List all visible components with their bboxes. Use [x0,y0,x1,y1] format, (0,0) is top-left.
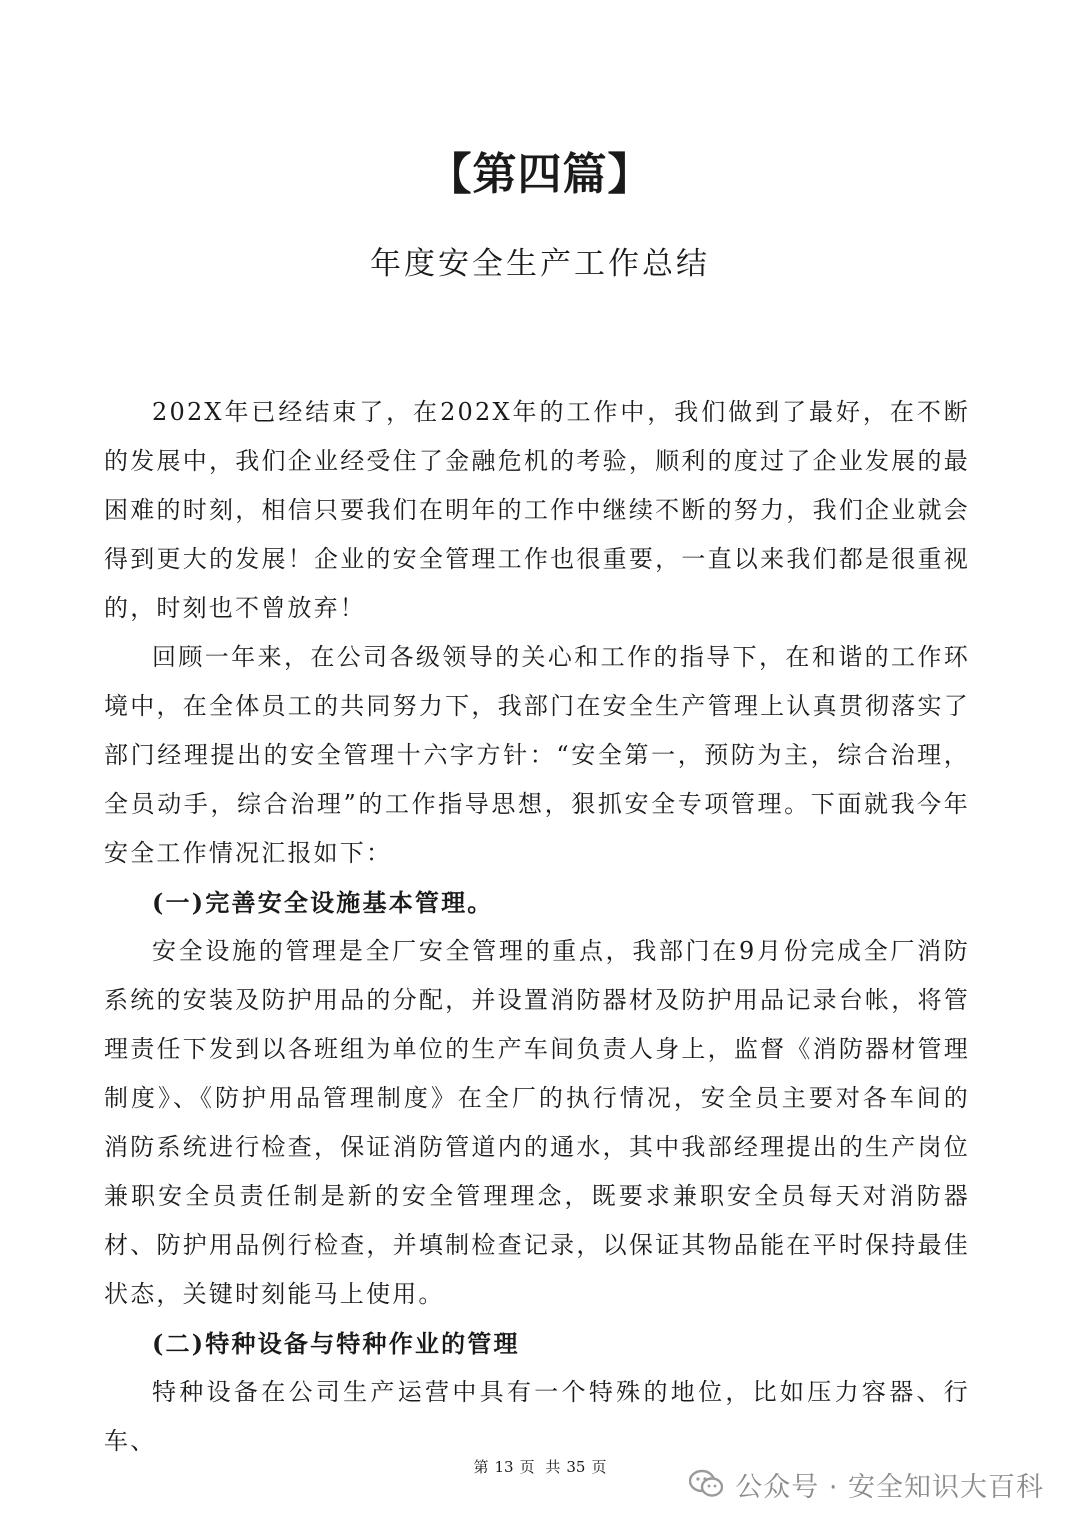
document-title: 年度安全生产工作总结 [370,246,710,282]
wechat-icon [689,1469,723,1499]
paragraph-review: 回顾一年来，在公司各级领导的关心和工作的指导下，在和谐的工作环境中，在全体员工的共同努力下，我部门在安全生产管理上认真贯彻落实了部门经理提出的安全管理十六字方针：“安全第一，预防为主，综合治理，全员动手，综合治理”的工作指导思想，狠抓安全专项管理。下面就我今年安全工作情况汇报如下： [104,643,970,867]
page-prefix: 第 [473,1458,489,1476]
section-1-paragraph: 安全设施的管理是全厂安全管理的重点，我部门在9月份完成全厂消防系统的安装及防护用品的分配，并设置消防器材及防护用品记录台帐，将管理责任下发到以各班组为单位的生产车间负责人身上，监督《消防器材管理制度》、《防护用品管理制度》在全厂的执行情况，安全员主要对各车间的消防系统进行检查，保证消防管道内的通水，其中我部经理提出的生产岗位兼职安全员责任制是新的安全管理理念，既要求兼职安全员每天对消防器材、防护用品例行检查，并填制检查记录，以保证其物品能在平时保持最佳状态，关键时刻能马上使用。 [104,937,970,1308]
part-heading: 【第四篇】 [427,149,653,200]
document-body [104,388,970,1466]
watermark [689,1459,1044,1509]
section-1-heading: (一)完善安全设施基本管理。 [152,888,494,917]
page-mid: 页 共 [519,1458,561,1476]
watermark-text: 公众号 · 安全知识大百科 [735,1471,1044,1503]
page-current: 13 [494,1458,514,1476]
section-2-paragraph: 特种设备在公司生产运营中具有一个特殊的地位，比如压力容器、行车、 [104,1378,970,1455]
page-suffix: 页 [591,1458,607,1476]
paragraph-intro: 202X年已经结束了，在202X年的工作中，我们做到了最好，在不断的发展中，我们企业经受住了金融危机的考验，顺利的度过了企业发展的最困难的时刻，相信只要我们在明年的工作中继续不断的努力，我们企业就会得到更大的发展！企业的安全管理工作也很重要，一直以来我们都是很重视的，时刻也不曾放弃！ [104,398,970,622]
section-2-heading: (二)特种设备与特种作业的管理 [152,1329,520,1358]
page-total: 35 [566,1458,586,1476]
